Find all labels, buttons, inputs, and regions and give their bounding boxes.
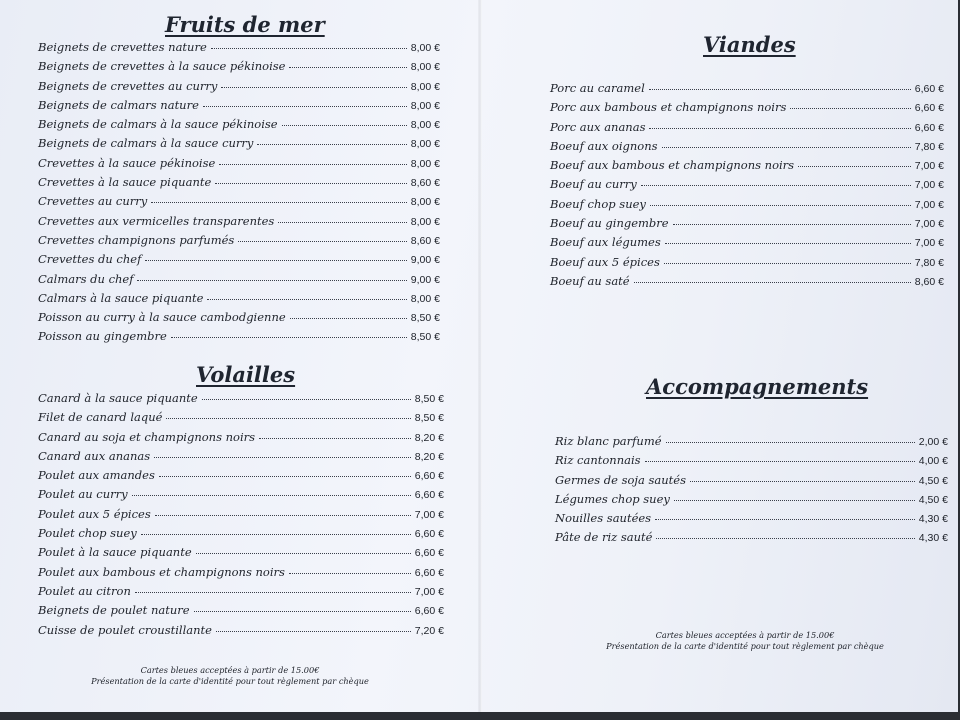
menu-item-price: 8,00 € (410, 138, 440, 151)
menu-item-price: 7,80 € (914, 256, 944, 269)
menu-item-price: 6,60 € (414, 470, 444, 483)
menu-item-name: Canard au soja et champignons noirs (38, 429, 256, 444)
menu-item (38, 136, 440, 155)
menu-item-price: 8,00 € (410, 99, 440, 112)
menu-item (38, 252, 440, 271)
menu-item-name: Calmars à la sauce piquante (38, 290, 204, 305)
dot-leader (665, 243, 911, 244)
dot-leader (219, 164, 406, 165)
menu-item-name: Porc aux bambous et champignons noirs (550, 100, 787, 115)
menu-item (550, 139, 944, 158)
dot-leader (215, 183, 407, 184)
menu-item (38, 291, 440, 310)
menu-item-price: 8,20 € (414, 431, 444, 444)
dot-leader (151, 202, 407, 203)
dot-leader (132, 495, 411, 496)
section-title-fruits-de-mer: Fruits de mer (165, 12, 325, 37)
menu-item-price: 7,80 € (914, 140, 944, 153)
menu-item (38, 603, 444, 622)
menu-item (550, 177, 944, 196)
page-fold (478, 0, 482, 712)
dot-leader (238, 241, 406, 242)
menu-item (38, 623, 444, 642)
menu-item-name: Poulet aux bambous et champignons noirs (38, 564, 285, 579)
menu-item-name: Germes de soja sautés (555, 472, 686, 487)
menu-item-name: Canard aux ananas (38, 448, 151, 463)
menu-item-name: Poisson au curry à la sauce cambodgienne (38, 310, 286, 325)
menu-item (550, 100, 944, 119)
menu-item-name: Boeuf aux 5 épices (550, 254, 660, 269)
menu-item-name: Nouilles sautées (555, 511, 652, 526)
dot-leader (282, 125, 407, 126)
menu-item (555, 511, 948, 530)
menu-item (550, 216, 944, 235)
menu-item (550, 120, 944, 139)
menu-item-price: 7,00 € (914, 237, 944, 250)
card-note-right: Cartes bleues acceptées à partir de 15.00€ (655, 630, 835, 640)
dot-leader (141, 534, 411, 535)
dot-leader (137, 280, 406, 281)
menu-item-name: Beignets de poulet nature (38, 603, 190, 618)
menu-item-name: Beignets de crevettes nature (38, 40, 207, 54)
menu-item-name: Boeuf aux légumes (550, 235, 661, 250)
menu-item-name: Crevettes aux vermicelles transparentes (38, 213, 275, 228)
menu-item-name: Poisson au gingembre (38, 329, 167, 344)
cheque-note-left: Présentation de la carte d'identité pour tout règlement par chèque (91, 676, 369, 686)
menu-item (38, 59, 440, 78)
dot-leader (666, 442, 915, 443)
menu-item (550, 235, 944, 254)
payment-note-right (590, 630, 900, 652)
menu-item (38, 194, 440, 213)
menu-item (38, 487, 444, 506)
menu-item (555, 453, 948, 472)
menu-item-name: Beignets de calmars à la sauce curry (38, 136, 254, 151)
dot-leader (194, 611, 411, 612)
menu-item-name: Beignets de calmars nature (38, 97, 199, 112)
menu-item (38, 117, 440, 136)
dot-leader (649, 89, 911, 90)
menu-item (38, 507, 444, 526)
menu-item (38, 391, 444, 410)
menu-item (550, 158, 944, 177)
menu-item (550, 274, 944, 293)
menu-item (38, 233, 440, 252)
menu-item (550, 197, 944, 216)
menu-item-name: Porc au caramel (550, 81, 645, 95)
dot-leader (664, 263, 911, 264)
menu-item-name: Légumes chop suey (555, 491, 670, 506)
menu-item-name: Boeuf au saté (550, 273, 630, 288)
menu-item-name: Porc aux ananas (550, 119, 646, 134)
dot-leader (289, 573, 411, 574)
menu-item-price: 8,50 € (410, 312, 440, 325)
dot-leader (645, 461, 915, 462)
menu-item-price: 6,60 € (414, 605, 444, 618)
menu-item-price: 6,60 € (414, 566, 444, 579)
menu-item-price: 8,20 € (414, 450, 444, 463)
menu-item (38, 79, 440, 98)
menu-item (550, 255, 944, 274)
section-title-volailles: Volailles (196, 362, 296, 387)
menu-item-price: 6,60 € (414, 489, 444, 502)
menu-item (555, 530, 948, 549)
menu-item-price: 8,00 € (410, 42, 440, 54)
menu-item-price: 9,00 € (410, 254, 440, 267)
menu-item-price: 8,00 € (410, 157, 440, 170)
menu-item-price: 8,00 € (410, 80, 440, 93)
dot-leader (145, 260, 406, 261)
menu-item-price: 6,60 € (914, 102, 944, 115)
menu-item-price: 8,00 € (410, 196, 440, 209)
menu-item-price: 8,00 € (410, 119, 440, 132)
menu-item (550, 81, 944, 100)
menu-item (555, 473, 948, 492)
dot-leader (690, 481, 915, 482)
item-list-volailles (38, 391, 444, 642)
card-note-left: Cartes bleues acceptées à partir de 15.00€ (140, 665, 320, 675)
section-title-viandes: Viandes (703, 32, 796, 57)
menu-item-price: 7,20 € (414, 624, 444, 637)
menu-item-price: 4,30 € (918, 513, 948, 526)
dot-leader (135, 592, 411, 593)
menu-item-name: Poulet au curry (38, 487, 128, 502)
menu-item-price: 2,00 € (918, 436, 948, 448)
menu-item-name: Boeuf au gingembre (550, 216, 669, 231)
menu-item-name: Crevettes champignons parfumés (38, 232, 235, 247)
menu-item (38, 214, 440, 233)
menu-item-price: 6,60 € (914, 121, 944, 134)
menu-item-price: 8,00 € (410, 292, 440, 305)
dot-leader (790, 108, 910, 109)
menu-item-name: Poulet aux 5 épices (38, 506, 151, 521)
dot-leader (656, 538, 914, 539)
menu-item-name: Boeuf aux oignons (550, 138, 658, 153)
dot-leader (155, 515, 411, 516)
menu-item-name: Pâte de riz sauté (555, 530, 653, 545)
dot-leader (207, 299, 406, 300)
menu-item-price: 6,60 € (914, 83, 944, 95)
dot-leader (798, 166, 911, 167)
menu-item-name: Crevettes à la sauce pékinoise (38, 155, 216, 170)
menu-item (555, 434, 948, 453)
menu-item (38, 468, 444, 487)
menu-item-price: 7,00 € (914, 198, 944, 211)
menu-item-name: Boeuf aux bambous et champignons noirs (550, 158, 795, 173)
dot-leader (196, 553, 411, 554)
menu-item-price: 7,00 € (414, 508, 444, 521)
menu-item (38, 40, 440, 59)
menu-item (38, 430, 444, 449)
menu-item-price: 9,00 € (410, 273, 440, 286)
menu-item (38, 156, 440, 175)
dot-leader (655, 519, 915, 520)
menu-item (38, 175, 440, 194)
menu-item-name: Riz cantonnais (555, 453, 641, 468)
section-title-accompagnements: Accompagnements (646, 374, 869, 399)
menu-item-price: 4,50 € (918, 474, 948, 487)
menu-item-name: Crevettes au curry (38, 194, 148, 209)
menu-item-name: Beignets de calmars à la sauce pékinoise (38, 117, 278, 132)
menu-item-price: 7,00 € (914, 179, 944, 192)
dot-leader (221, 87, 406, 88)
menu-item (555, 492, 948, 511)
menu-item (38, 545, 444, 564)
menu-item-price: 7,00 € (914, 218, 944, 231)
dot-leader (166, 418, 410, 419)
menu-item (38, 526, 444, 545)
menu-item-name: Canard à la sauce piquante (38, 391, 198, 405)
dot-leader (216, 631, 411, 632)
menu-item-name: Poulet à la sauce piquante (38, 545, 192, 560)
dot-leader (641, 185, 911, 186)
menu-item (38, 329, 440, 348)
menu-item-price: 8,50 € (410, 331, 440, 344)
menu-item-name: Beignets de crevettes au curry (38, 78, 218, 93)
dot-leader (259, 438, 411, 439)
dot-leader (662, 147, 911, 148)
dot-leader (154, 457, 411, 458)
dot-leader (290, 318, 407, 319)
menu-item-price: 8,60 € (410, 234, 440, 247)
menu-item (38, 565, 444, 584)
cheque-note-right: Présentation de la carte d'identité pour tout règlement par chèque (606, 641, 884, 651)
dot-leader (257, 144, 406, 145)
dot-leader (278, 222, 406, 223)
menu-item-price: 8,50 € (414, 393, 444, 405)
menu-item-name: Beignets de crevettes à la sauce pékinoise (38, 59, 286, 74)
menu-item-name: Poulet au citron (38, 583, 131, 598)
menu-item-name: Calmars du chef (38, 271, 134, 286)
menu-item-name: Riz blanc parfumé (555, 434, 662, 448)
item-list-fruits-de-mer (38, 40, 440, 349)
menu-item-name: Cuisse de poulet croustillante (38, 622, 212, 637)
dot-leader (203, 106, 407, 107)
menu-item-price: 8,00 € (410, 215, 440, 228)
item-list-viandes (550, 81, 944, 293)
dot-leader (211, 48, 407, 49)
item-list-accompagnements (555, 434, 948, 550)
menu-item-name: Poulet chop suey (38, 526, 137, 541)
menu-item (38, 584, 444, 603)
dot-leader (673, 224, 911, 225)
dot-leader (650, 205, 911, 206)
menu-item-name: Boeuf au curry (550, 177, 637, 192)
menu-item-name: Filet de canard laqué (38, 410, 163, 425)
menu-item-price: 7,00 € (914, 160, 944, 173)
menu-item-price: 4,50 € (918, 493, 948, 506)
menu-item-name: Boeuf chop suey (550, 196, 646, 211)
dot-leader (159, 476, 411, 477)
dot-leader (171, 337, 407, 338)
menu-item-price: 6,60 € (414, 528, 444, 541)
dot-leader (674, 500, 915, 501)
menu-item-name: Crevettes du chef (38, 252, 142, 267)
menu-item (38, 449, 444, 468)
dot-leader (289, 67, 406, 68)
menu-item (38, 272, 440, 291)
menu-item-price: 7,00 € (414, 585, 444, 598)
menu-item-price: 8,60 € (914, 275, 944, 288)
menu-item-price: 4,00 € (918, 455, 948, 468)
dot-leader (202, 399, 411, 400)
dot-leader (649, 128, 910, 129)
menu-item-price: 8,50 € (414, 412, 444, 425)
menu-item (38, 310, 440, 329)
menu-item-price: 8,00 € (410, 61, 440, 74)
menu-item-price: 6,60 € (414, 547, 444, 560)
menu-item-price: 8,60 € (410, 177, 440, 190)
dot-leader (634, 282, 911, 283)
menu-item-price: 4,30 € (918, 532, 948, 545)
menu-item (38, 98, 440, 117)
menu-item-name: Crevettes à la sauce piquante (38, 175, 212, 190)
menu-item-name: Poulet aux amandes (38, 468, 155, 483)
menu-item (38, 410, 444, 429)
payment-note-left (75, 665, 385, 687)
